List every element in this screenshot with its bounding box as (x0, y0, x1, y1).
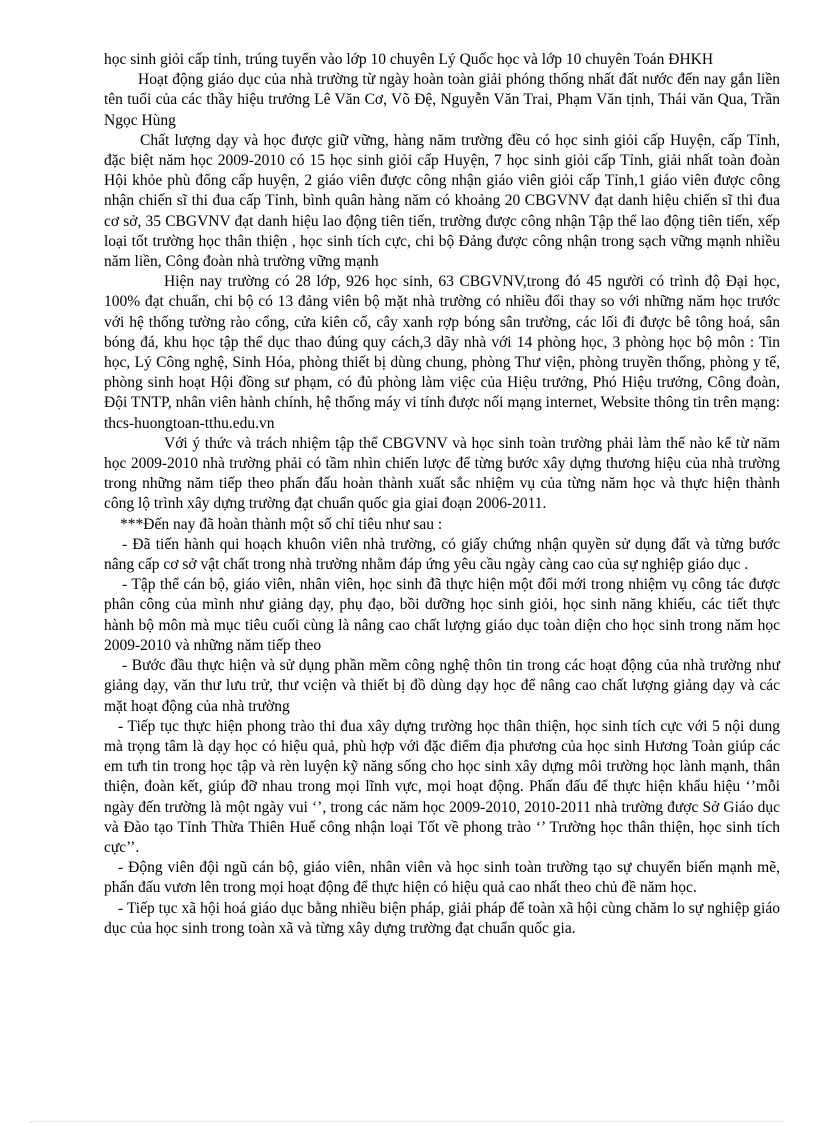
paragraph-5: Với ý thức và trách nhiệm tập thể CBGVNV và học sinh toàn trường phải làm thế nào kể từ năm học 2009-2010 nhà trường phải có tầm nhìn chiến lược để từng bước xây dựng thương hiệu của nhà trường trong những năm tiếp theo phấn đấu hoàn thành xuất sắc nhiệm vụ của từng năm học và thực hiện thành công lộ trình xây dựng trường đạt chuẩn quốc gia giai đoạn 2006-2011. (104, 434, 780, 513)
list-item: - Tiếp tục thực hiện phong trào thi đua xây dựng trường học thân thiện, học sinh tích cực với 5 nội dung mà trọng tâm là dạy học có hiệu quả, phù hợp với đặc điểm địa phương của học sinh Hương Toàn giúp các em tưh tin trong học tập và rèn luyện kỹ năng sống cho học sinh xây dựng môi trường học lành mạnh, thân thiện, đoàn kết, giúp đỡ nhau trong mọi lĩnh vực, mọi hoạt động. Phấn đấu để thực hiện khẩu hiệu ‘’mỗi ngày đến trường là một ngày vui ‘’, trong các năm học 2009-2010, 2010-2011 nhà trường được Sở Giáo dục và Đào tạo Tỉnh Thừa Thiên Huế công nhận loại Tốt về phong trào ‘’ Trường học thân thiện, học sinh tích cực’’. (104, 717, 780, 856)
list-item: - Tập thể cán bộ, giáo viên, nhân viên, học sinh đã thực hiện một đổi mới trong nhiệm vụ công tác được phân công của mình như giảng dạy, phụ đạo, bồi dưỡng học sinh giỏi, học sinh năng khiếu, các tiết thực hành bộ môn mà mục tiêu cuối cùng là nâng cao chất lượng giáo dục toàn diện cho học sinh trong năm học 2009-2010 và những năm tiếp theo (104, 576, 780, 654)
list-item: - Bước đầu thực hiện và sử dụng phần mềm công nghệ thôn tin trong các hoạt động của nhà trường như giảng dạy, văn thư lưu trử, thư vciện và thiết bị đồ dùng dạy học để nâng cao chất lượng giảng dạy và các mặt hoạt động của nhà trường (104, 657, 780, 715)
page-bottom-divider (30, 1121, 786, 1122)
list-item: - Tiếp tục xã hội hoá giáo dục bằng nhiều biện pháp, giải pháp để toàn xã hội cùng chăm lo sự nghiệp giáo dục của học sinh trong toàn xã và từng xây dựng trường đạt chuẩn quốc gia. (104, 899, 780, 937)
paragraph-4: Hiện nay trường có 28 lớp, 926 học sinh, 63 CBGVNV,trong đó 45 người có trình độ Đại học, 100% đạt chuẩn, chi bộ có 13 đảng viên bộ mặt nhà trường có nhiều đổi thay so với những năm học trước với hệ thống tường rào cổng, cửa kiên cố, cây xanh rợp bóng sân trường, các lối đi được bê tông hoá, sân bóng đá, khu học tập thể dục thao đúng quy cách,3 dãy nhà với 14 phòng học, 3 phòng học bộ môn : Tin học, Lý Công nghệ, Sinh Hóa, phòng thiết bị dùng chung, phòng Thư viện, phòng truyền thống, phòng y tế, phòng sinh hoạt Hội đồng sư phạm, có đủ phòng làm việc của Hiệu trưởng, Phó Hiệu trưởng, Công đoàn, Đội TNTP, nhân viên hành chính, hệ thống máy vi tính được nối mạng internet, Website thông tin trên mạng: thcs-huongtoan-tthu.edu.vn (104, 273, 781, 432)
list-item: - Động viên đội ngũ cán bộ, giáo viên, nhân viên và học sinh toàn trường tạo sự chuyển biến mạnh mẽ, phấn đấu vươn lên trong mọi hoạt động để thực hiện có hiệu quả cao nhất theo chủ đề năm học. (104, 859, 780, 897)
paragraph-3: Chất lượng dạy và học được giữ vững, hàng năm trường đều có học sinh giỏi cấp Huyện, cấp Tỉnh, đặc biệt năm học 2009-2010 có 15 học sinh giỏi cấp Huyện, 7 học sinh giỏi cấp Tỉnh, giải nhất toàn đoàn Hội khỏe phù đổng cấp huyện, 2 giáo viên được công nhận giáo viên giỏi cấp Tỉnh,1 giáo viên được công nhận chiến sĩ thi đua cấp Tỉnh, bình quân hàng năm có khoảng 20 CBGVNV đạt danh hiệu chiến sĩ thi đua cơ sở, 35 CBGVNV đạt danh hiệu lao động tiên tiến, trường được công nhận Tập thể lao động tiên tiến, xếp loại tốt trường học thân thiện , học sinh tích cực, chi bộ Đảng được công nhận trong sạch vững mạnh nhiều năm liền, Công đoàn nhà trường vững mạnh (104, 131, 780, 271)
paragraph-1: học sinh giỏi cấp tỉnh, trúng tuyển vào lớp 10 chuyên Lý Quốc học và lớp 10 chuyên Toán ĐHKH (104, 51, 714, 68)
section-heading: ***Đến nay đã hoàn thành một số chỉ tiêu như sau : (120, 515, 443, 533)
document-body (104, 50, 780, 939)
list-item: - Đã tiến hành qui hoạch khuôn viên nhà trường, có giấy chứng nhận quyền sử dụng đất và từng bước nâng cấp cơ sở vật chất trong nhà trường nhằm đáp ứng yêu cầu ngày càng cao của sự nghiệp giáo dục . (104, 535, 780, 574)
paragraph-2: Hoạt động giáo dục của nhà trường từ ngày hoàn toàn giải phóng thống nhất đất nước đến nay gắn liền tên tuổi của các thầy hiệu trưởng Lê Văn Cơ, Võ Đệ, Nguyễn Văn Trai, Phạm Văn tịnh, Thái văn Qua, Trần Ngọc Hùng (104, 71, 780, 129)
